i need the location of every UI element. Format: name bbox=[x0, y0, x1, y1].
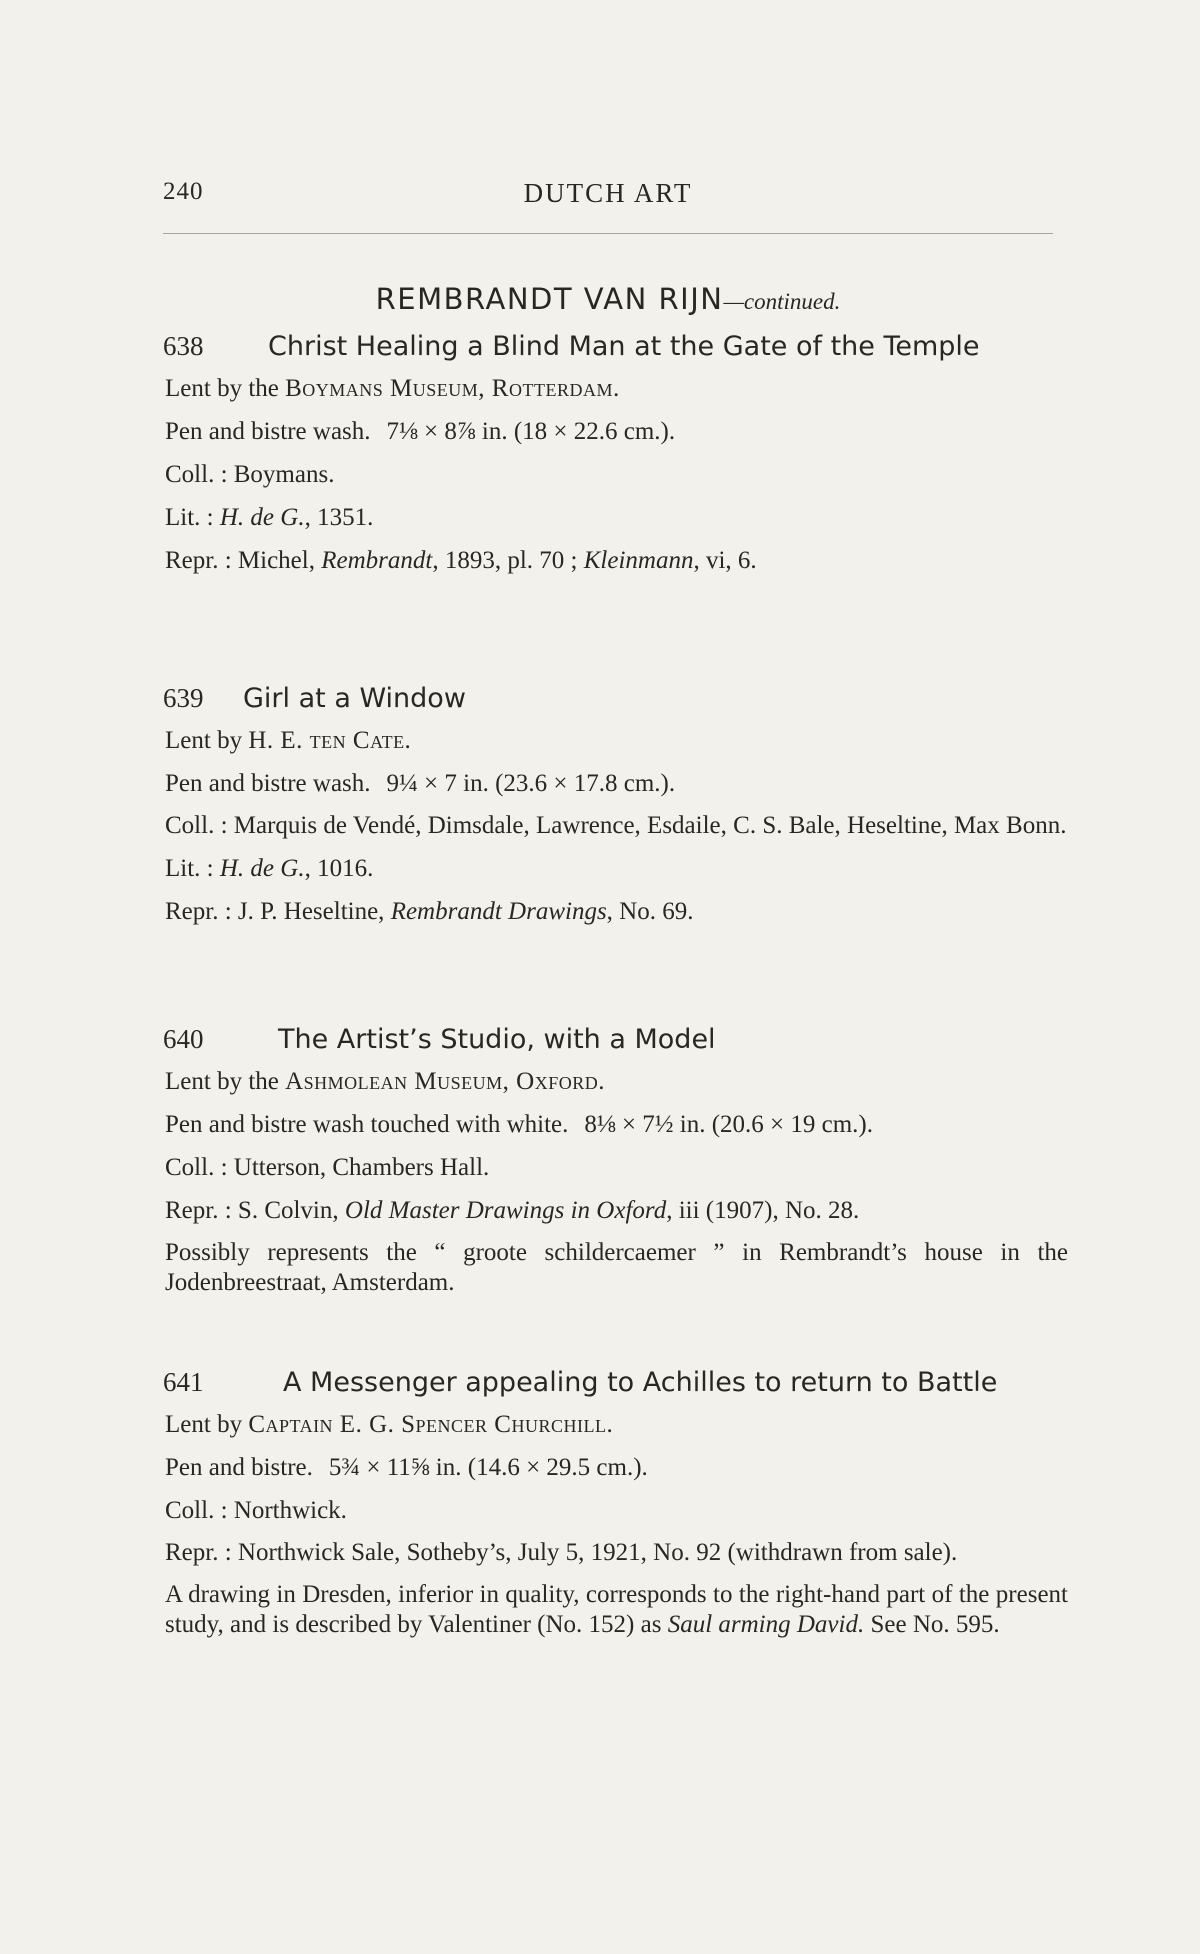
header-rule bbox=[163, 233, 1053, 234]
repr-middle: , 1893, pl. 70 ; bbox=[432, 547, 578, 574]
note-title: Saul arming David. bbox=[667, 1611, 865, 1638]
entry-title-text: Girl at a Window bbox=[243, 683, 466, 714]
catalogue-entry-641 bbox=[163, 1366, 1068, 1652]
medium-line bbox=[165, 416, 1068, 447]
catalogue-entry-638 bbox=[163, 330, 1068, 588]
dimensions: 7⅛ × 8⅞ in. (18 × 22.6 cm.). bbox=[386, 418, 676, 445]
lit-reference: H. de G. bbox=[219, 504, 305, 531]
lit-reference: H. de G. bbox=[219, 855, 305, 882]
repr-suffix: , iii (1907), No. 28. bbox=[666, 1197, 860, 1224]
running-title: DUTCH ART bbox=[523, 178, 693, 208]
page-number: 240 bbox=[163, 178, 204, 205]
collection-line: Coll. : Utterson, Chambers Hall. bbox=[165, 1154, 490, 1181]
lender: Captain E. G. Spencer Churchill. bbox=[248, 1411, 614, 1438]
repr-prefix: Repr. : J. P. Heseltine, bbox=[165, 898, 385, 925]
lender-line bbox=[165, 1066, 1068, 1097]
artist-name: REMBRANDT VAN RIJN bbox=[375, 282, 724, 316]
entry-number: 639 bbox=[163, 683, 204, 713]
collection-line: Coll. : Marquis de Vendé, Dimsdale, Lawrence, Esdaile, C. S. Bale, Heseltine, Max Bonn. bbox=[165, 812, 1067, 839]
repr-title: Rembrandt Drawings bbox=[390, 898, 607, 925]
collection-line: Coll. : Boymans. bbox=[165, 461, 335, 488]
reproduction-line: Repr. : Northwick Sale, Sotheby’s, July 5, 1921, No. 92 (withdrawn from sale). bbox=[165, 1539, 958, 1566]
dimensions: 8⅛ × 7½ in. (20.6 × 19 cm.). bbox=[584, 1111, 873, 1138]
literature-line bbox=[165, 853, 1068, 884]
continued-label: —continued. bbox=[723, 289, 841, 314]
note-line bbox=[165, 1580, 1068, 1640]
running-head bbox=[163, 178, 1053, 212]
lit-prefix: Lit. : bbox=[165, 855, 214, 882]
medium: Pen and bistre wash. bbox=[165, 418, 371, 445]
lent-prefix: Lent by the bbox=[165, 1068, 279, 1095]
repr-title: Old Master Drawings in Oxford bbox=[344, 1197, 667, 1224]
entry-title bbox=[163, 1366, 1068, 1399]
artist-heading bbox=[163, 282, 1053, 316]
medium-line bbox=[165, 1109, 1068, 1140]
lit-prefix: Lit. : bbox=[165, 504, 214, 531]
lender: Ashmolean Museum, Oxford. bbox=[285, 1068, 605, 1095]
note-line: Possibly represents the “ groote schildercaemer ” in Rembrandt’s house in the Jodenbreestraat, Amsterdam. bbox=[165, 1239, 1068, 1296]
lent-prefix: Lent by the bbox=[165, 375, 279, 402]
entry-number: 640 bbox=[163, 1024, 204, 1054]
lent-prefix: Lent by bbox=[165, 1411, 243, 1438]
lender-line bbox=[165, 1409, 1068, 1440]
repr-prefix: Repr. : Michel, bbox=[165, 547, 315, 574]
lent-prefix: Lent by bbox=[165, 727, 243, 754]
entry-title-text: A Messenger appealing to Achilles to return to Battle bbox=[283, 1367, 998, 1398]
repr-suffix: , No. 69. bbox=[606, 898, 694, 925]
collection-line: Coll. : Northwick. bbox=[165, 1497, 347, 1524]
medium: Pen and bistre. bbox=[165, 1454, 313, 1481]
entry-title-text: Christ Healing a Blind Man at the Gate of the Temple bbox=[268, 331, 980, 362]
catalogue-entry-640 bbox=[163, 1023, 1068, 1310]
entry-title bbox=[163, 1023, 1068, 1056]
lender-line bbox=[165, 725, 1068, 756]
literature-line bbox=[165, 502, 1068, 533]
reproduction-line bbox=[165, 545, 1068, 576]
note-suffix: See No. 595. bbox=[870, 1611, 1000, 1638]
medium: Pen and bistre wash. bbox=[165, 770, 371, 797]
entry-title-text: The Artist’s Studio, with a Model bbox=[278, 1024, 716, 1055]
reproduction-line bbox=[165, 896, 1068, 927]
lender: H. E. ten Cate. bbox=[248, 727, 412, 754]
medium-line bbox=[165, 1452, 1068, 1483]
repr-title-2: Kleinmann bbox=[583, 547, 694, 574]
lit-suffix: , 1016. bbox=[304, 855, 374, 882]
repr-title: Rembrandt bbox=[321, 547, 433, 574]
dimensions: 5¾ × 11⅝ in. (14.6 × 29.5 cm.). bbox=[328, 1454, 648, 1481]
entry-title bbox=[163, 682, 1068, 715]
entry-title bbox=[163, 330, 1068, 363]
repr-prefix: Repr. : S. Colvin, bbox=[165, 1197, 339, 1224]
lender: Boymans Museum, Rotterdam. bbox=[285, 375, 620, 402]
entry-number: 641 bbox=[163, 1367, 204, 1397]
repr-suffix: , vi, 6. bbox=[693, 547, 757, 574]
catalogue-entry-639 bbox=[163, 682, 1068, 939]
medium-line bbox=[165, 768, 1068, 799]
lit-suffix: , 1351. bbox=[304, 504, 374, 531]
note-prefix: A drawing in Dresden, inferior in quality, corresponds to the right-hand part of the present study, and is described by Valentiner (No. 152) as bbox=[165, 1581, 1068, 1638]
reproduction-line bbox=[165, 1195, 1068, 1226]
entry-number: 638 bbox=[163, 331, 204, 361]
lender-line bbox=[165, 373, 1068, 404]
medium: Pen and bistre wash touched with white. bbox=[165, 1111, 569, 1138]
dimensions: 9¼ × 7 in. (23.6 × 17.8 cm.). bbox=[386, 770, 676, 797]
